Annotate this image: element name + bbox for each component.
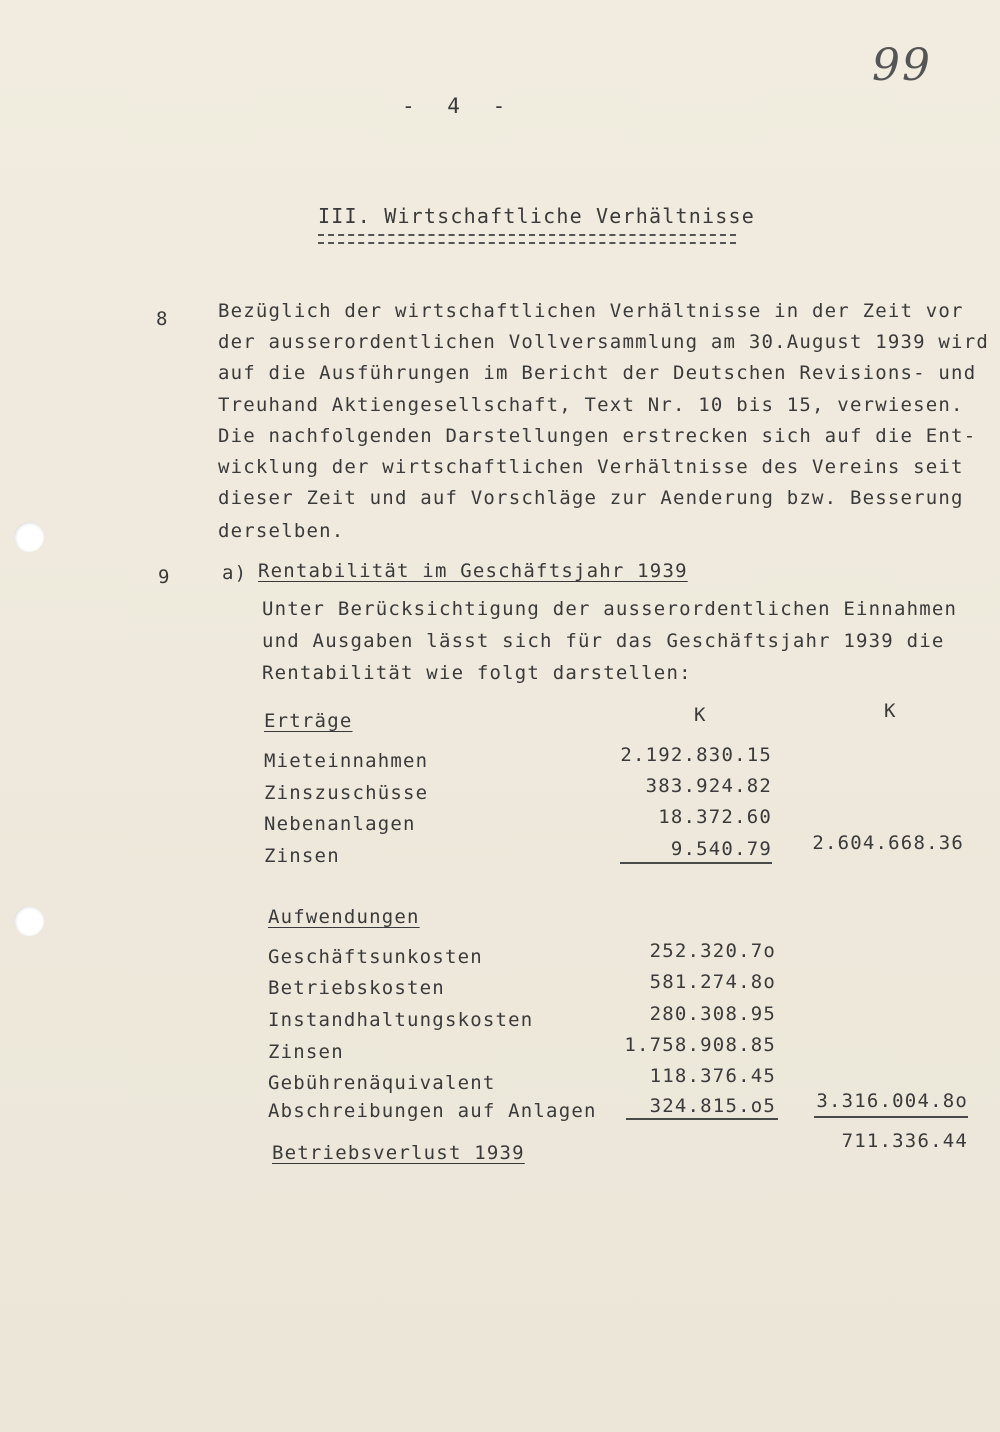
para8-line-7: dieser Zeit und auf Vorschläge zur Aenderung bzw. Besserung xyxy=(218,487,964,509)
result-value: 711.336.44 xyxy=(841,1130,968,1152)
expense-value-6: 324.815.o5 xyxy=(649,1095,776,1117)
expense-label-4: Zinsen xyxy=(268,1041,344,1063)
expense-label-5: Gebührenäquivalent xyxy=(268,1072,496,1094)
handwritten-folio: 99 xyxy=(872,40,932,91)
expense-total-rule xyxy=(814,1116,968,1118)
expense-value-5: 118.376.45 xyxy=(649,1065,776,1087)
income-label-1: Mieteinnahmen xyxy=(264,750,429,772)
para8-line-6: wicklung der wirtschaftlichen Verhältnisse des Vereins seit xyxy=(218,456,964,478)
para9-heading: Rentabilität im Geschäftsjahr 1939 xyxy=(258,560,688,582)
para8-line-2: der ausserordentlichen Vollversammlung am 30.August 1939 wird xyxy=(218,331,989,353)
result-label: Betriebsverlust 1939 xyxy=(272,1142,525,1164)
income-value-1: 2.192.830.15 xyxy=(620,744,772,766)
para8-line-5: Die nachfolgenden Darstellungen erstrecken sich auf die Ent- xyxy=(218,425,977,447)
income-sum-rule xyxy=(620,862,772,864)
income-label-3: Nebenanlagen xyxy=(264,813,416,835)
expense-label-6: Abschreibungen auf Anlagen xyxy=(268,1100,597,1122)
income-label-2: Zinszuschüsse xyxy=(264,782,429,804)
para9-line-3: Rentabilität wie folgt darstellen: xyxy=(262,662,692,684)
punch-hole-bottom xyxy=(14,906,44,936)
para9-line-1: Unter Berücksichtigung der ausserordentlichen Einnahmen xyxy=(262,598,958,620)
margin-number-9: 9 xyxy=(158,566,171,588)
page-number: - 4 - xyxy=(402,94,516,118)
expense-value-4: 1.758.908.85 xyxy=(624,1034,776,1056)
heading-double-underline xyxy=(318,234,736,244)
expense-value-3: 280.308.95 xyxy=(649,1003,776,1025)
para8-line-3: auf die Ausführungen im Bericht der Deutschen Revisions- und xyxy=(218,362,977,384)
margin-number-8: 8 xyxy=(156,308,169,330)
income-total: 2.604.668.36 xyxy=(812,832,964,854)
expense-value-2: 581.274.8o xyxy=(649,971,776,993)
para9-label: a) xyxy=(222,562,248,584)
para9-line-2: und Ausgaben lässt sich für das Geschäftsjahr 1939 die xyxy=(262,630,945,652)
expense-label-2: Betriebskosten xyxy=(268,977,445,999)
para8-line-8: derselben. xyxy=(218,520,345,542)
currency-col2: K xyxy=(884,700,897,722)
income-value-4: 9.540.79 xyxy=(670,838,772,860)
currency-col1: K xyxy=(694,704,707,726)
punch-hole-top xyxy=(14,522,44,552)
income-label-4: Zinsen xyxy=(264,845,340,867)
para8-line-4: Treuhand Aktiengesellschaft, Text Nr. 10 bis 15, verwiesen. xyxy=(218,394,964,416)
expense-sum-rule xyxy=(626,1118,778,1120)
income-value-2: 383.924.82 xyxy=(645,775,772,797)
expense-label-1: Geschäftsunkosten xyxy=(268,946,483,968)
income-value-3: 18.372.60 xyxy=(658,806,772,828)
expense-label-3: Instandhaltungskosten xyxy=(268,1009,534,1031)
para8-line-1: Bezüglich der wirtschaftlichen Verhältnisse in der Zeit vor xyxy=(218,300,964,322)
expense-total: 3.316.004.8o xyxy=(816,1090,968,1112)
expense-heading: Aufwendungen xyxy=(268,906,420,928)
section-heading: III. Wirtschaftliche Verhältnisse xyxy=(318,204,755,228)
income-heading: Erträge xyxy=(264,710,353,732)
expense-value-1: 252.320.7o xyxy=(649,940,776,962)
